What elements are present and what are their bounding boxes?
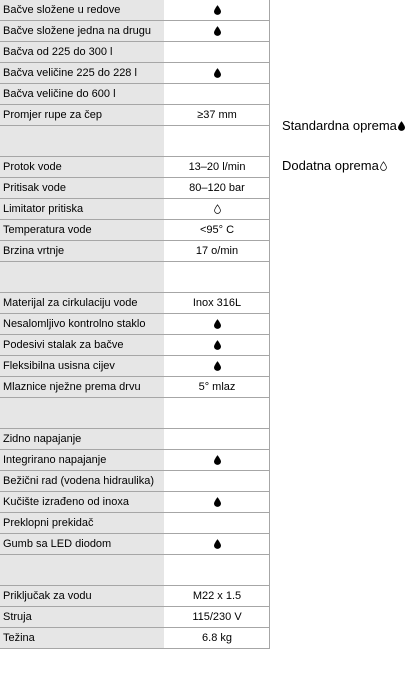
spec-label: Struja [0,607,165,628]
spec-value: 17 o/min [165,241,270,262]
spec-label [0,126,165,157]
spec-row-fleksibilna-usisna-cijev [0,356,270,377]
spec-row-temperatura-vode [0,220,270,241]
spec-label: Promjer rupe za čep [0,105,165,126]
spec-value [165,84,270,105]
spec-value [165,471,270,492]
spec-value [165,126,270,157]
spec-label: Pritisak vode [0,178,165,199]
filled-drop-icon [398,121,405,131]
filled-drop-icon [214,539,221,549]
spec-value [165,534,270,555]
spec-row-bacve-slozene-u-redove [0,0,270,21]
spacer-row [0,262,270,293]
spec-label: Protok vode [0,157,165,178]
spec-value: 6.8 kg [165,628,270,649]
spec-row-bezicni-rad-vodena-hidraulika [0,471,270,492]
filled-drop-icon [214,497,221,507]
spec-row-pritisak-vode [0,178,270,199]
spec-value [165,429,270,450]
spacer-row [0,555,270,586]
spec-row-struja [0,607,270,628]
spec-label: Težina [0,628,165,649]
spec-row-bacva-od-225-do-300-l [0,42,270,63]
spec-label: Limitator pritiska [0,199,165,220]
spec-value [165,314,270,335]
spec-label: Integrirano napajanje [0,450,165,471]
spec-row-tezina [0,628,270,649]
spec-row-zidno-napajanje [0,429,270,450]
spec-value [165,335,270,356]
filled-drop-icon [214,455,221,465]
spec-value [165,513,270,534]
spec-row-kuciste-izradeno-od-inoxa [0,492,270,513]
spec-row-mlaznice-njezne-prema-drvu [0,377,270,398]
spec-row-integrirano-napajanje [0,450,270,471]
spec-value [165,450,270,471]
spec-value [165,492,270,513]
legend-item-standard [282,117,405,135]
filled-drop-icon [214,361,221,371]
spec-label: Materijal za cirkulaciju vode [0,293,165,314]
spec-row-prikljucak-za-vodu [0,586,270,607]
legend-optional-label: Dodatna oprema [282,158,379,173]
spec-row-limitator-pritiska [0,199,270,220]
spec-row-materijal-za-cirkulaciju-vode [0,293,270,314]
spec-row-nesalomljivo-kontrolno-staklo [0,314,270,335]
spec-label: Brzina vrtnje [0,241,165,262]
spec-label: Priključak za vodu [0,586,165,607]
spec-row-protok-vode [0,157,270,178]
spec-label: Bačve složene jedna na drugu [0,21,165,42]
spacer-row [0,126,270,157]
spec-label: Mlaznice nježne prema drvu [0,377,165,398]
spec-label: Preklopni prekidač [0,513,165,534]
filled-drop-icon [214,319,221,329]
filled-drop-icon [214,68,221,78]
spec-label: Podesivi stalak za bačve [0,335,165,356]
spec-label: Fleksibilna usisna cijev [0,356,165,377]
spec-value [165,199,270,220]
spec-row-bacva-velicine-225-do-228-l [0,63,270,84]
spec-label: Bačva veličine 225 do 228 l [0,63,165,84]
spec-label: Nesalomljivo kontrolno staklo [0,314,165,335]
spec-label: Bežični rad (vodena hidraulika) [0,471,165,492]
spec-label: Bačva od 225 do 300 l [0,42,165,63]
spec-row-gumb-sa-led-diodom [0,534,270,555]
outline-drop-icon [380,161,387,171]
spec-value: <95° C [165,220,270,241]
outline-drop-icon [214,204,221,214]
filled-drop-icon [214,340,221,350]
legend-item-optional [282,157,405,175]
spec-value: 115/230 V [165,607,270,628]
spec-label: Gumb sa LED diodom [0,534,165,555]
spacer-row [0,398,270,429]
spec-label [0,555,165,586]
spec-label [0,262,165,293]
spec-value: 13–20 l/min [165,157,270,178]
spec-value: M22 x 1.5 [165,586,270,607]
spec-row-podesivi-stalak-za-bacve [0,335,270,356]
filled-drop-icon [214,26,221,36]
spec-value: 5° mlaz [165,377,270,398]
spec-label: Zidno napajanje [0,429,165,450]
spec-row-brzina-vrtnje [0,241,270,262]
spec-value [165,555,270,586]
spec-row-promjer-rupe-za-cep [0,105,270,126]
spec-value [165,63,270,84]
spec-value: Inox 316L [165,293,270,314]
spec-label: Bačve složene u redove [0,0,165,21]
spec-row-preklopni-prekidac [0,513,270,534]
spec-value [165,398,270,429]
spec-row-bacva-velicine-do-600-l [0,84,270,105]
spec-value [165,42,270,63]
spec-value: ≥37 mm [165,105,270,126]
spec-value [165,262,270,293]
spec-label: Bačva veličine do 600 l [0,84,165,105]
spec-value: 80–120 bar [165,178,270,199]
spec-value [165,356,270,377]
spec-value [165,21,270,42]
spec-label [0,398,165,429]
legend-standard-label: Standardna oprema [282,118,397,133]
spec-value [165,0,270,21]
spec-label: Temperatura vode [0,220,165,241]
legend [282,117,405,175]
spec-row-bacve-slozene-jedna-na-drugu [0,21,270,42]
filled-drop-icon [214,5,221,15]
spec-label: Kučište izrađeno od inoxa [0,492,165,513]
